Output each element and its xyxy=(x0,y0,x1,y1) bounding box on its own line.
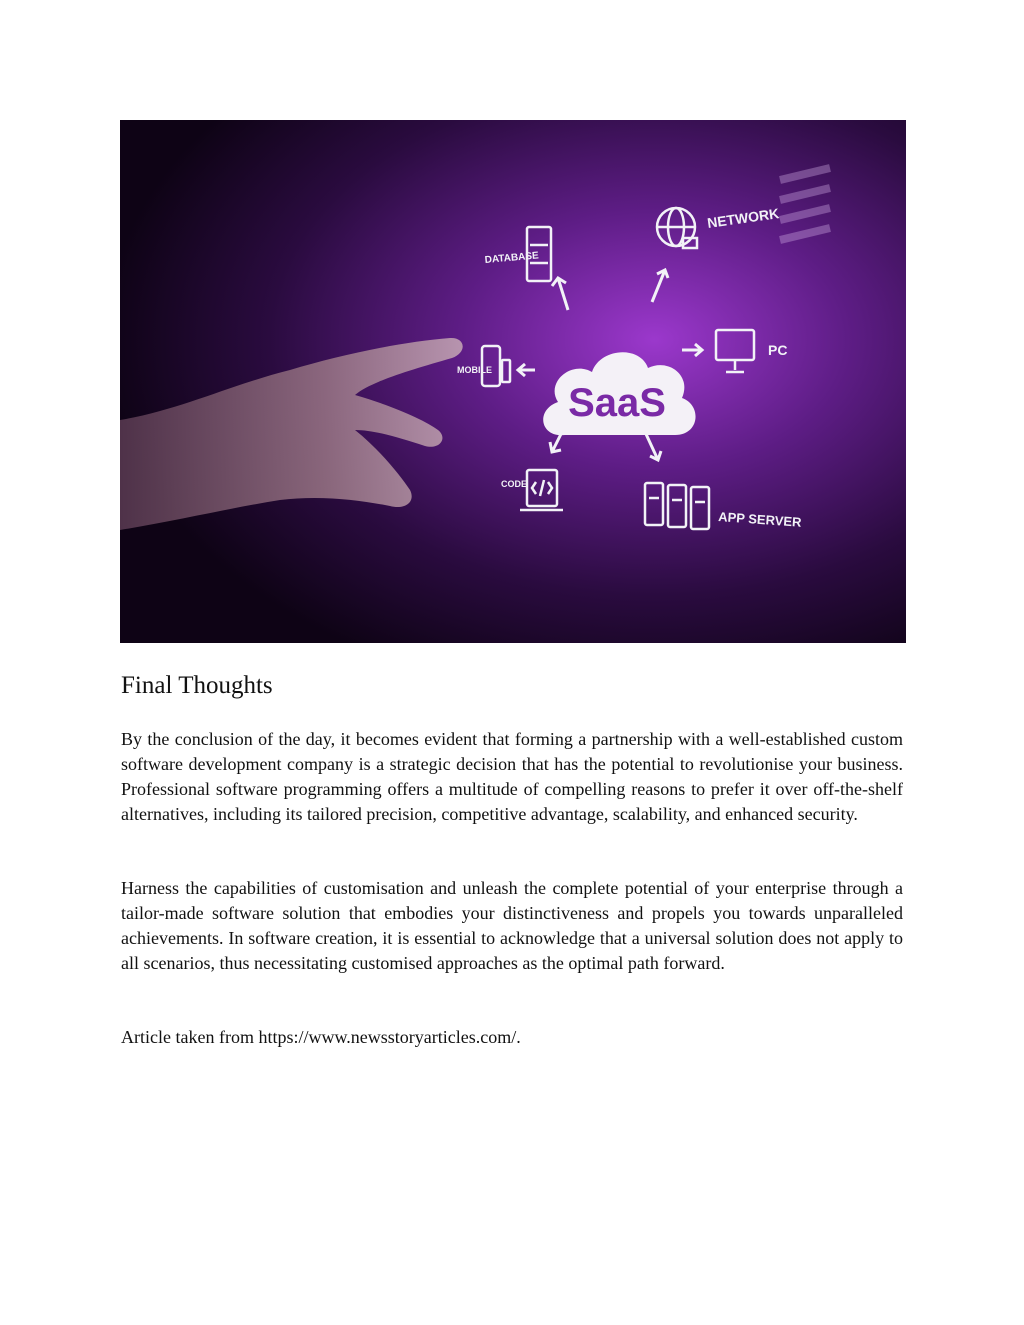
network-label: NETWORK xyxy=(706,205,781,231)
database-label: DATABASE xyxy=(484,250,540,266)
saas-label: SaaS xyxy=(568,381,666,425)
source-attribution: Article taken from https://www.newsstoryarticles.com/. xyxy=(121,1027,521,1047)
mobile-label: MOBILE xyxy=(457,365,492,375)
pc-label: PC xyxy=(768,342,788,358)
app-server-label: APP SERVER xyxy=(717,509,802,530)
code-label: CODE xyxy=(501,479,528,489)
saas-hero-image xyxy=(120,120,906,643)
saas-diagram-illustration xyxy=(120,120,906,643)
section-heading: Final Thoughts xyxy=(121,672,273,699)
paragraph-1: By the conclusion of the day, it becomes evident that forming a partnership with a well-established custom software development company is a strategic decision that has the potential to revolutionise your business. Professional software programming offers a multitude of compelling reasons to prefer it over off-the-shelf alternatives, including its tailored precision, competitive advantage, scalability, and enhanced security. xyxy=(121,729,903,824)
paragraph-2: Harness the capabilities of customisation and unleash the complete potential of your enterprise through a tailor-made software solution that embodies your distinctiveness and propels you towards unparalleled achievements. In software creation, it is essential to acknowledge that a universal solution does not apply to all scenarios, thus necessitating customised approaches as the optimal path forward. xyxy=(121,878,903,973)
